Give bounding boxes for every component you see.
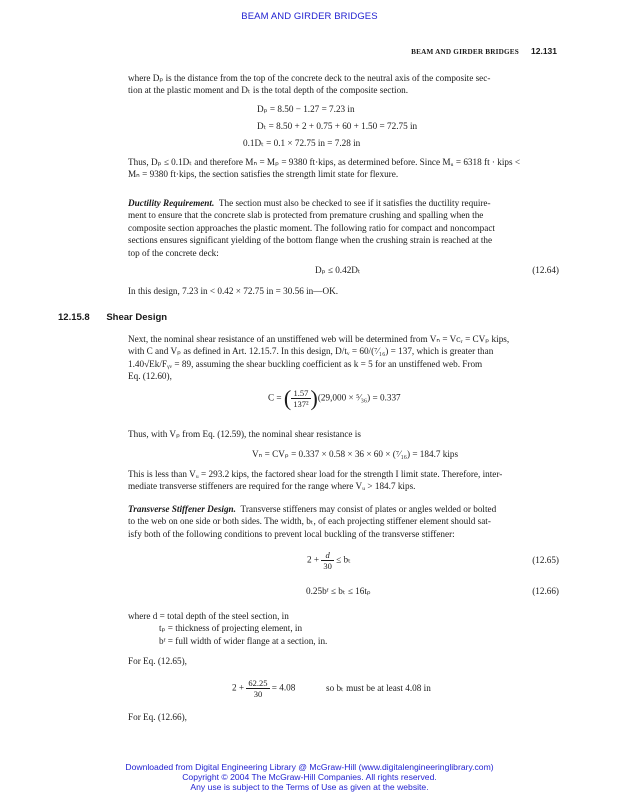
text-line: tion at the plastic moment and Dₜ is the total depth of the composite section. [128,85,409,96]
text-line: isfy both of the following conditions to prevent local buckling of the transverse stiffener: [128,528,455,539]
equation-vn: Vₙ = CVₚ = 0.337 × 0.58 × 36 × 60 × (⁷⁄₁₆) = 184.7 kips [252,449,459,459]
section-title: Shear Design [106,312,168,323]
equation-12-66: 0.25bᶠ ≤ bₜ ≤ 16tₚ [306,586,371,596]
text-line: Transverse Stiffener Design. Transverse stiffeners may consist of plates or angles welded or bolted [128,504,497,514]
calculation-note: so bₜ must be at least 4.08 in [326,683,431,693]
text-line: Next, the nominal shear resistance of an unstiffened web will be determined from Vₙ = Vᴄᵣ = CVₚ kips, [128,334,510,344]
running-header [411,46,557,56]
page-number: 12.131 [531,46,557,56]
equation-number-12-65: (12.65) [532,555,559,565]
text-line: with C and Vₚ as defined in Art. 12.15.7. In this design, D/tᵥ = 60/(⁷⁄₁₆) = 137, which is greater than [128,346,494,357]
text-line: This is less than Vᵤ = 293.2 kips, the factored shear load for the strength I limit state. Therefore, inter- [128,469,503,479]
equation-01dt: 0.1Dₜ = 0.1 × 72.75 in = 7.28 in [243,138,361,148]
footer-terms-line[interactable]: Any use is subject to the Terms of Use as given at the website. [190,782,429,792]
equation-dp: Dₚ = 8.50 − 1.27 = 7.23 in [257,104,355,114]
fraction: $\frac{62.25}{30}$ [248,678,268,699]
definition-bf: bᶠ = full width of wider flange at a section, in. [159,635,328,646]
equation-number-12-66: (12.66) [532,586,559,596]
equation-12-64: Dₚ ≤ 0.42Dₜ [315,265,361,275]
fraction: $\frac{1.57}{\text{137²}}$ [293,388,309,409]
footer-copyright-line: Copyright © 2004 The McGraw-Hill Companies. All rights reserved. [182,772,437,782]
section-heading [58,312,167,323]
top-banner: BEAM AND GIRDER BRIDGES [241,11,378,22]
paragraph-shear [128,333,559,383]
stiffener-heading: Transverse Stiffener Design. [128,504,236,514]
paragraph-ductility [128,197,559,259]
text-line: sections ensures significant yielding of the bottom flange when the crushing strain is reached at the [128,235,493,246]
text-line: where Dₚ is the distance from the top of the concrete deck to the neutral axis of the composite sec- [128,73,491,83]
paragraph-flexure-check [128,156,559,181]
calculation-12-65: 2 + $\frac{62.25}{30}$ = 4.08 [232,678,296,699]
download-footer [0,762,619,792]
text-line: Eq. (12.60), [128,371,172,382]
ductility-result: In this design, 7.23 in < 0.42 × 72.75 in = 30.56 in—OK. [128,286,339,296]
text-line: Thus, Dₚ ≤ 0.1Dₜ and therefore Mₙ = Mₚ = 9380 ft·kips, as determined before. Since Mᵤ = 6318 ft · kips < [128,157,521,167]
equation-dt: Dₜ = 8.50 + 2 + 0.75 + 60 + 1.50 = 72.75 in [257,121,418,131]
text-line: composite section approaches the plastic moment. The following ratio for compact and noncompact [128,222,495,233]
definition-d: where d = total depth of the steel section, in [128,611,289,621]
running-header-title: BEAM AND GIRDER BRIDGES [411,48,519,56]
text-line: Mₙ = 9380 ft·kips, the section satisfies the strength limit state for flexure. [128,169,399,180]
paragraph-vp-intro: Thus, with Vₚ from Eq. (12.59), the nominal shear resistance is [128,429,361,439]
paragraph-stiffener-design [128,503,559,540]
for-eq-12-65: For Eq. (12.65), [128,656,187,666]
definition-list [128,610,327,647]
ductility-heading: Ductility Requirement. [128,198,215,208]
equation-12-65: 2 + $\frac{d}{30}$ ≤ bₜ [307,550,351,571]
text-line: ment to ensure that the concrete slab is protected from premature crushing and spalling when the [128,210,484,221]
equation-c: C = ( $\frac{1.57}{\text{137²}}$ )(29,000 × ⁵⁄₃₆) = 0.337 [268,385,401,411]
text-line: Ductility Requirement. The section must also be checked to see if it satisfies the ductility require- [128,198,491,208]
footer-download-line[interactable]: Downloaded from Digital Engineering Library @ McGraw-Hill (www.digitalengineeringlibrary.com) [125,762,494,772]
equation-number-12-64: (12.64) [532,265,559,275]
text-line: top of the concrete deck: [128,247,219,258]
fraction: $\frac{d}{30}$ [323,550,332,571]
text-line: 1.40√Ek/Fᵧᵥ = 89, assuming the shear buckling coefficient as k = 5 for an unstiffened web. From [128,358,483,369]
section-number: 12.15.8 [58,312,90,323]
text-line: to the web on one side or both sides. The width, bₜ, of each projecting stiffener element should sat- [128,516,491,527]
paragraph-stiffeners-required [128,468,559,493]
text-line: mediate transverse stiffeners are required for the range where Vᵤ > 184.7 kips. [128,481,416,492]
paragraph-dp-definition [128,72,559,97]
definition-tp: tₚ = thickness of projecting element, in [159,623,303,634]
for-eq-12-66: For Eq. (12.66), [128,712,187,722]
